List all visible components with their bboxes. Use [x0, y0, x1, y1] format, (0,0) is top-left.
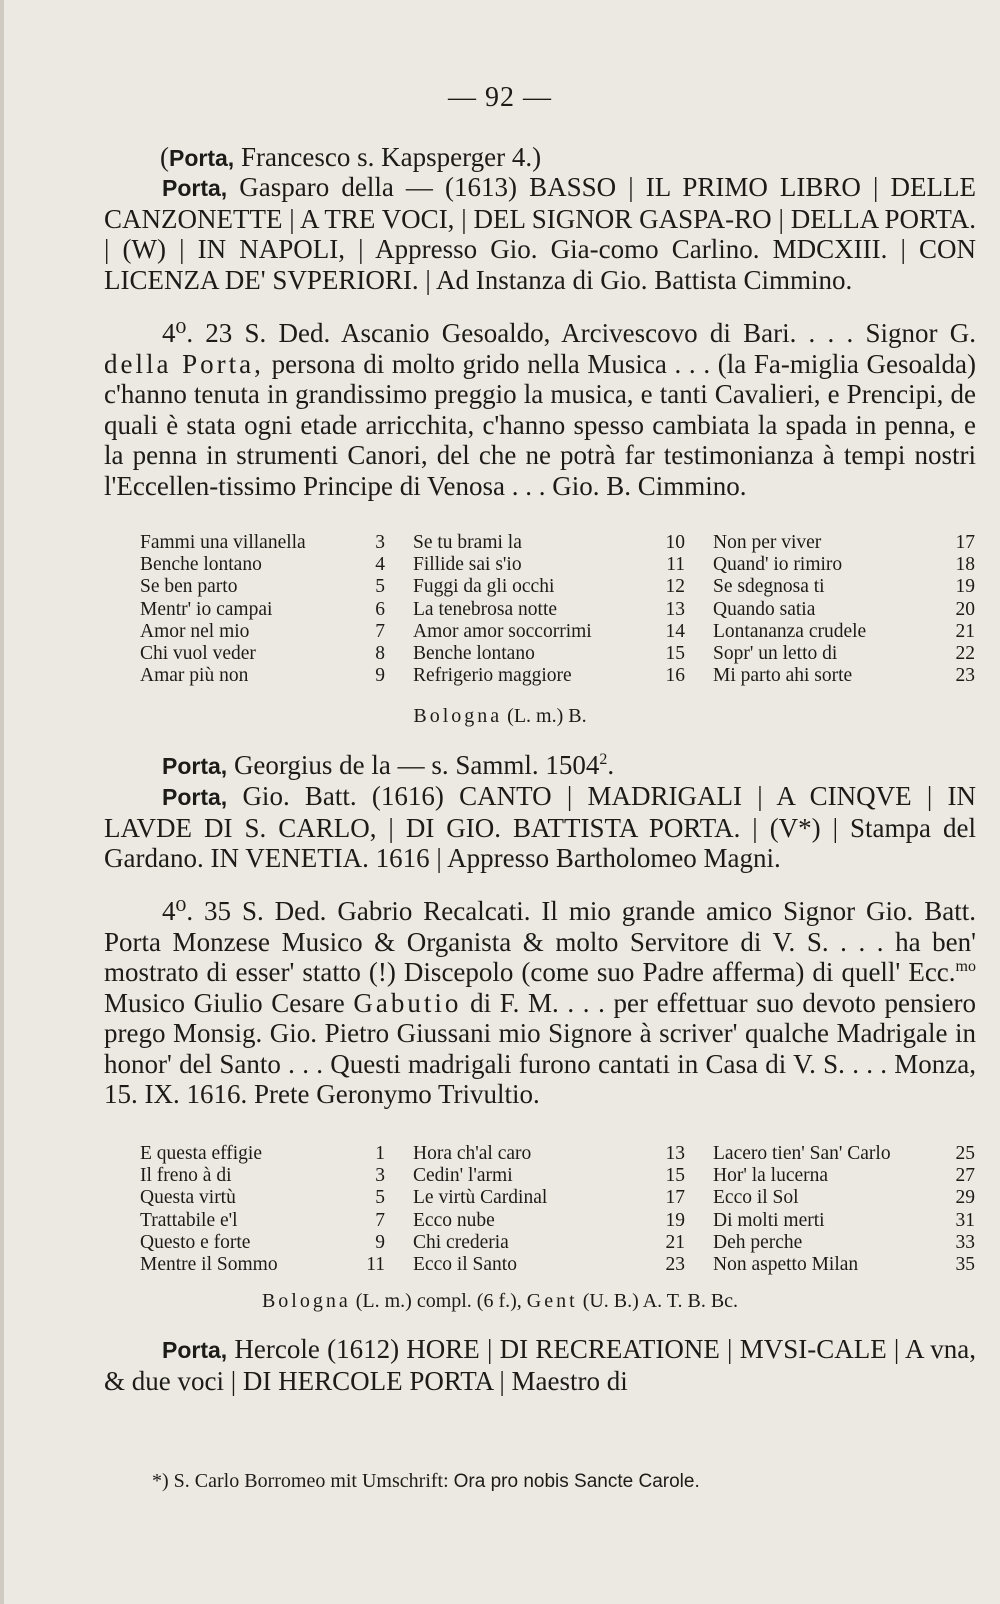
incipit-title: Questo e forte [140, 1231, 251, 1253]
incipit-number: 16 [665, 665, 685, 687]
footnote-inscription: Ora pro nobis Sancte Carole. [453, 1471, 700, 1492]
incipit-entry [685, 1254, 975, 1276]
incipit-title: Di molti merti [713, 1209, 825, 1231]
incipit-entry [685, 1143, 975, 1165]
incipit-title: Ecco nube [413, 1209, 495, 1231]
incipit-title: Refrigerio maggiore [413, 665, 572, 687]
incipit-title: Benche lontano [413, 642, 535, 664]
holdings: (U. B.) A. T. B. Bc. [582, 1290, 739, 1312]
incipit-number: 33 [955, 1231, 975, 1253]
superscript: 2 [599, 751, 608, 768]
incipit-title: Amar più non [140, 665, 249, 687]
library-location-2 [0, 1290, 1000, 1313]
incipit-entry [385, 599, 685, 621]
table-row [140, 1187, 975, 1209]
entry-text: Georgius de la — s. Samml. 1504 [233, 750, 600, 780]
entry-porta-gio-batt [104, 781, 976, 874]
incipit-entry [385, 643, 685, 665]
incipit-entry [685, 1232, 975, 1254]
incipit-title: Fuggi da gli occhi [413, 576, 555, 598]
incipit-entry [685, 621, 975, 643]
incipit-entry [140, 621, 385, 643]
incipit-number: 19 [665, 1209, 685, 1231]
incipit-number: 22 [955, 642, 975, 664]
incipit-number: 17 [665, 1187, 685, 1209]
entry-porta-georgius [104, 750, 976, 782]
footnote [152, 1470, 700, 1493]
table-row [140, 599, 975, 621]
city: Gent [526, 1290, 578, 1312]
incipit-title: Se ben parto [140, 576, 238, 598]
incipit-entry [140, 643, 385, 665]
description-part: 4⁰. 23 S. Ded. Ascanio Gesoaldo, Arcivescovo di Bari. . . . Signor G. [162, 318, 976, 348]
footnote-mark: *) [152, 1470, 169, 1492]
incipit-entry [685, 554, 975, 576]
incipit-number: 12 [665, 576, 685, 598]
entry-name: Porta, [162, 1337, 228, 1363]
incipit-title: Il freno à di [140, 1165, 232, 1187]
entry-name: Porta, [169, 145, 235, 171]
spaced-name: Gabutio [353, 987, 462, 1018]
incipit-number: 5 [375, 576, 385, 598]
incipit-entry [685, 665, 975, 687]
page-number: — 92 — [448, 82, 552, 113]
contents-table-1 [140, 532, 975, 687]
incipit-entry [385, 1210, 685, 1232]
incipit-entry [140, 576, 385, 598]
incipit-title: Lontananza crudele [713, 620, 867, 642]
incipit-title: Le virtù Cardinal [413, 1187, 548, 1209]
incipit-number: 11 [366, 1253, 385, 1275]
incipit-entry [385, 1232, 685, 1254]
incipit-number: 6 [375, 598, 385, 620]
entry-porta-gio-batt-description [104, 896, 976, 1110]
incipit-number: 7 [375, 620, 385, 642]
incipit-entry [385, 621, 685, 643]
incipit-number: 4 [375, 554, 385, 576]
table-row [140, 554, 975, 576]
incipit-title: La tenebrosa notte [413, 598, 558, 620]
incipit-title: Lacero tien' San' Carlo [713, 1143, 891, 1164]
incipit-entry [685, 599, 975, 621]
incipit-entry [385, 1165, 685, 1187]
entry-porta-gasparo [104, 172, 976, 295]
incipit-entry [385, 554, 685, 576]
incipit-title: Mentre il Sommo [140, 1253, 278, 1275]
incipit-title: Hor' la lucerna [713, 1165, 829, 1187]
incipit-entry [385, 576, 685, 598]
incipit-number: 21 [665, 1231, 685, 1253]
incipit-entry [140, 1232, 385, 1254]
incipit-title: Se tu brami la [413, 532, 522, 553]
incipit-entry [685, 1165, 975, 1187]
incipit-number: 5 [375, 1187, 385, 1209]
incipit-number: 21 [955, 620, 975, 642]
city: Bologna [261, 1290, 351, 1312]
entry-name: Porta, [162, 753, 228, 779]
incipit-number: 18 [955, 554, 975, 576]
contents-table-2 [140, 1143, 975, 1276]
description-part: persona di molto grido nella Musica . . . (la Fa-miglia Gesoalda) c'hanno tenuta in grandissimo preggio la musica, e tanti Cavalieri, e Prencipi, de quali è stata ogni etade arricchita, c'hanno spesso cambiata la spada in penna, e la penna in strumenti Canori, del che ne potrà far testimonianza à tempi nostri l'Eccellen-tissimo Principe di Venosa . . . Gio. B. Cimmino. [104, 348, 977, 501]
incipit-entry [140, 1210, 385, 1232]
incipit-entry [140, 665, 385, 687]
entry-text: Francesco s. Kapsperger 4.) [240, 142, 542, 172]
incipit-entry [140, 554, 385, 576]
incipit-title: Sopr' un letto di [713, 642, 838, 664]
incipit-number: 25 [955, 1143, 975, 1164]
library-location-1 [0, 705, 1000, 728]
incipit-title: Cedin' l'armi [413, 1165, 513, 1187]
incipit-entry [385, 532, 685, 554]
incipit-title: Mentr' io campai [140, 598, 273, 620]
entry-title: Hercole (1612) HORE | DI RECREATIONE | MVSI-CALE | A vna, & due voci | DI HERCOLE PORTA | Maestro di [104, 1334, 977, 1396]
incipit-number: 20 [955, 598, 975, 620]
incipit-entry [140, 1187, 385, 1209]
incipit-number: 8 [375, 642, 385, 664]
incipit-number: 3 [375, 532, 385, 553]
table-row [140, 576, 975, 598]
table-row [140, 1143, 975, 1165]
incipit-title: Questa virtù [140, 1187, 236, 1209]
incipit-number: 13 [665, 598, 685, 620]
entry-title: Gio. Batt. (1616) CANTO | MADRIGALI | A CINQVE | IN LAVDE DI S. CARLO, | DI GIO. BATTISTA PORTA. | (V*) | Stampa del Gardano. IN VENETIA. 1616 | Appresso Bartholomeo Magni. [104, 781, 977, 873]
incipit-entry [140, 599, 385, 621]
incipit-number: 27 [955, 1165, 975, 1187]
holdings: (L. m.) B. [507, 705, 587, 727]
incipit-entry [685, 532, 975, 554]
incipit-entry [685, 1210, 975, 1232]
incipit-title: Mi parto ahi sorte [713, 665, 853, 687]
incipit-entry [385, 665, 685, 687]
table-row [140, 643, 975, 665]
incipit-title: Hora ch'al caro [413, 1143, 532, 1164]
incipit-number: 3 [375, 1165, 385, 1187]
incipit-entry [385, 1254, 685, 1276]
incipit-title: Amor amor soccorrimi [413, 620, 592, 642]
spaced-name: della Porta, [104, 348, 264, 379]
incipit-title: Se sdegnosa ti [713, 576, 825, 598]
incipit-title: Non aspetto Milan [713, 1253, 859, 1275]
incipit-title: Benche lontano [140, 554, 262, 576]
incipit-entry [140, 1165, 385, 1187]
table-row [140, 1254, 975, 1276]
incipit-number: 10 [665, 532, 685, 553]
incipit-entry [685, 643, 975, 665]
incipit-entry [140, 532, 385, 554]
incipit-number: 19 [955, 576, 975, 598]
description-part: Musico Giulio Cesare [104, 987, 345, 1018]
incipit-title: Trattabile e'l [140, 1209, 238, 1231]
incipit-number: 7 [375, 1209, 385, 1231]
entry-porta-francesco [160, 142, 980, 174]
incipit-entry [140, 1254, 385, 1276]
page-edge [0, 0, 4, 1604]
period: . [607, 750, 615, 780]
incipit-entry [385, 1143, 685, 1165]
incipit-entry [385, 1187, 685, 1209]
incipit-number: 13 [665, 1143, 685, 1164]
entry-name: Porta, [162, 784, 228, 810]
incipit-title: Fammi una villanella [140, 532, 306, 553]
description-part: 4⁰. 35 S. Ded. Gabrio Recalcati. Il mio grande amico Signor Gio. Batt. Porta Monzese Musico & Organista & molto Servitore di V. S. . . . ha ben' mostrato di esser' statto (!) Discepolo (come suo Padre afferma) di quell' Ecc. [104, 896, 976, 987]
incipit-number: 1 [375, 1143, 385, 1164]
incipit-number: 35 [955, 1253, 975, 1275]
table-row [140, 1232, 975, 1254]
incipit-number: 11 [666, 554, 685, 576]
incipit-number: 23 [665, 1253, 685, 1275]
incipit-entry [685, 1187, 975, 1209]
incipit-title: Ecco il Sol [713, 1187, 799, 1209]
incipit-title: Chi crederia [413, 1231, 509, 1253]
incipit-title: Quando satia [713, 598, 816, 620]
holdings: (L. m.) compl. (6 f.), [355, 1290, 522, 1312]
incipit-number: 15 [665, 1165, 685, 1187]
superscript: mo [955, 958, 976, 975]
incipit-title: Ecco il Santo [413, 1253, 517, 1275]
incipit-number: 9 [375, 1231, 385, 1253]
incipit-number: 14 [665, 620, 685, 642]
incipit-title: Fillide sai s'io [413, 554, 522, 576]
incipit-title: Amor nel mio [140, 620, 250, 642]
table-row [140, 1165, 975, 1187]
incipit-title: Non per viver [713, 532, 822, 553]
incipit-number: 15 [665, 642, 685, 664]
incipit-number: 17 [955, 532, 975, 553]
incipit-number: 29 [955, 1187, 975, 1209]
entry-title: Gasparo della — (1613) BASSO | IL PRIMO LIBRO | DELLE CANZONETTE | A TRE VOCI, | DEL SIGNOR GASPA-RO | DELLA PORTA. | (W) | IN NAPOLI, | Appresso Gio. Gia-como Carlino. MDCXIII. | CON LICENZA DE' SVPERIORI. | Ad Instanza di Gio. Battista Cimmino. [104, 172, 977, 295]
table-row [140, 621, 975, 643]
table-row [140, 532, 975, 554]
incipit-entry [685, 576, 975, 598]
incipit-title: Quand' io rimiro [713, 554, 843, 576]
entry-porta-gasparo-description [104, 318, 976, 501]
incipit-entry [140, 1143, 385, 1165]
entry-porta-hercole [104, 1334, 976, 1396]
incipit-number: 9 [375, 665, 385, 687]
incipit-number: 31 [955, 1209, 975, 1231]
incipit-title: E questa effigie [140, 1143, 263, 1164]
incipit-title: Deh perche [713, 1231, 803, 1253]
incipit-number: 23 [955, 665, 975, 687]
description-part: di F. M. . . . per effettuar suo devoto pensiero prego Monsig. Gio. Pietro Giussani mio Signore à scriver' qualche Madrigale in honor' del Santo . . . Questi madrigali furono cantati in Casa di V. S. . . . Monza, 15. IX. 1616. Prete Geronymo Trivultio. [104, 987, 977, 1109]
entry-name: Porta, [162, 175, 228, 201]
open-paren: ( [160, 142, 169, 172]
incipit-title: Chi vuol veder [140, 642, 256, 664]
table-row [140, 1210, 975, 1232]
table-row [140, 665, 975, 687]
city: Bologna [413, 705, 503, 727]
footnote-text: S. Carlo Borromeo mit Umschrift: [173, 1470, 449, 1492]
